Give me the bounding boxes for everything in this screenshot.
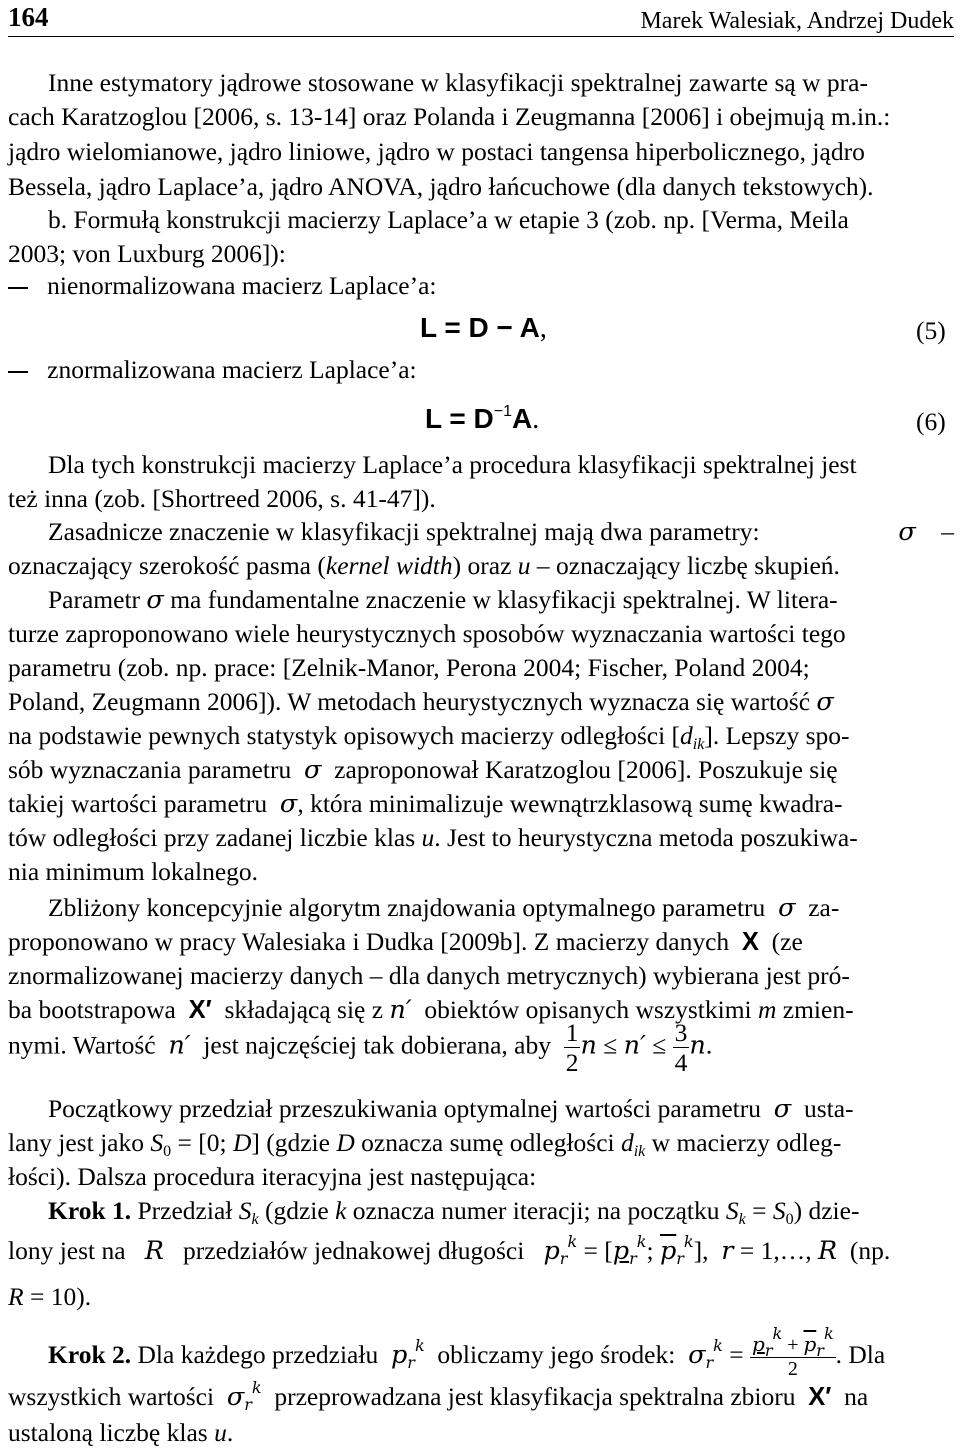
text-line: na podstawie pewnych statystyk opisowych macierzy odległości $[d_{ik}]$. Lepszy spo-: [8, 721, 850, 753]
text-line: b. Formułą konstrukcji macierzy Laplace’a w etapie 3 (zob. np. [Verma, Meila: [48, 205, 849, 234]
text-line: łości). Dalsza procedura iteracyjna jest następująca:: [8, 1162, 537, 1191]
text-line: jądro wielomianowe, jądro liniowe, jądro w postaci tangensa hiperbolicznego, jądro: [8, 137, 865, 166]
text-line: wszystkich wartości $\sigma_r^k$ przeprowadzana jest klasyfikacja spektralna zbioru X′ na: [8, 1378, 869, 1414]
text-line: lany jest jako $S_0 = [0$; D] (gdzie D oznacza sumę odległości $d_{ik}$ w macierzy odleg-: [8, 1128, 842, 1160]
text-line: Poland, Zeugmann 2006]). W metodach heurystycznych wyznacza się wartość σ: [8, 687, 834, 717]
text-line: Krok 2. Dla każdego przedziału $p_r^k$ obliczamy jego środek: $\sigma_r^k$ = $\frac{p_r^k + \overline{p}_r^k}{2}$ . Dla: [48, 1324, 886, 1380]
fraction: $\frac{1}{2}$: [565, 1018, 579, 1078]
text-line: cach Karatzoglou [2006, s. 13-14] oraz Polanda i Zeugmanna [2006] i obejmują m.in.:: [8, 102, 891, 131]
text-line: takiej wartości parametru σ, która minimalizuje wewnątrzklasową sumę kwadra-: [8, 789, 843, 819]
text-line: tów odległości przy zadanej liczbie klas u. Jest to heurystyczna metoda poszukiwa-: [8, 823, 858, 852]
fraction: $\frac{3}{4}$: [674, 1018, 688, 1078]
text-line: sób wyznaczania parametru σ zaproponował Karatzoglou [2006]. Poszukuje się: [8, 755, 838, 785]
text-line: Początkowy przedział przeszukiwania optymalnej wartości parametru σ usta-: [48, 1094, 854, 1124]
text-line: R = 10).: [8, 1282, 92, 1311]
equation-6-label: (6): [916, 407, 946, 436]
page-header: [8, 2, 954, 37]
text-line: też inna (zob. [Shortreed 2006, s. 41-47]).: [8, 484, 436, 513]
text-line: lony jest na R przedziałów jednakowej długości $p_r^k = [p_r^k$; $\overline{p}_r^k$], r = 1,…, R (np.: [8, 1232, 891, 1268]
text-line: Zasadnicze znaczenie w klasyfikacji spektralnej mają dwa parametry: σ –: [48, 517, 954, 547]
text-line: oznaczający szerokość pasma (kernel width) oraz u – oznaczający liczbę skupień.: [8, 551, 840, 580]
page-number: 164: [8, 2, 49, 32]
text-line: ustaloną liczbę klas u.: [8, 1418, 234, 1447]
text-line: turze zaproponowano wiele heurystycznych sposobów wyznaczania wartości tego: [8, 619, 846, 648]
text-line: nia minimum lokalnego.: [8, 857, 259, 886]
text-line: Inne estymatory jądrowe stosowane w klasyfikacji spektralnej zawarte są w pra-: [48, 68, 868, 97]
text-line: 2003; von Luxburg 2006]):: [8, 239, 286, 268]
equation-5: L = D − A,: [420, 312, 547, 344]
equation-6: $L = D^{-1}A$.: [425, 403, 540, 435]
text-line: parametru (zob. np. prace: [Zelnik-Manor, Perona 2004; Fischer, Poland 2004;: [8, 653, 810, 682]
text-line: Krok 1. Przedział $S_k$ (gdzie k oznacza numer iteracji; na początku $S_k = S_0$) dzie-: [48, 1196, 860, 1228]
text-line: Zbliżony koncepcyjnie algorytm znajdowania optymalnego parametru σ za-: [48, 893, 840, 923]
text-line: Parametr σ ma fundamentalne znaczenie w klasyfikacji spektralnej. W litera-: [48, 585, 838, 615]
fraction: $\frac{p_r^k + \overline{p}_r^k}{2}$: [752, 1324, 834, 1380]
list-item: znormalizowana macierz Laplace’a:: [8, 357, 417, 383]
text-line: ba bootstrapowa X′ składającą się z n′ obiektów opisanych wszystkimi m zmien-: [8, 995, 854, 1025]
text-line: znormalizowanej macierzy danych – dla danych metrycznych) wybierana jest pró-: [8, 961, 850, 990]
text-line: Dla tych konstrukcji macierzy Laplace’a procedura klasyfikacji spektralnej jest: [48, 450, 857, 479]
text-line: proponowano w pracy Walesiaka i Dudka [2009b]. Z macierzy danych X (ze: [8, 927, 803, 956]
list-dash: [8, 287, 28, 289]
list-dash: [8, 371, 28, 373]
equation-5-label: (5): [916, 316, 946, 345]
text-line: nymi. Wartość n′ jest najczęściej tak dobierana, aby $\frac{1}{2}$ n ≤ n′ ≤ $\frac{3}{4}$ n.: [8, 1018, 713, 1078]
text-line: Bessela, jądro Laplace’a, jądro ANOVA, jądro łańcuchowe (dla danych tekstowych).: [8, 172, 874, 201]
running-header-authors: Marek Walesiak, Andrzej Dudek: [640, 8, 954, 34]
list-item: nienormalizowana macierz Laplace’a:: [8, 273, 436, 299]
